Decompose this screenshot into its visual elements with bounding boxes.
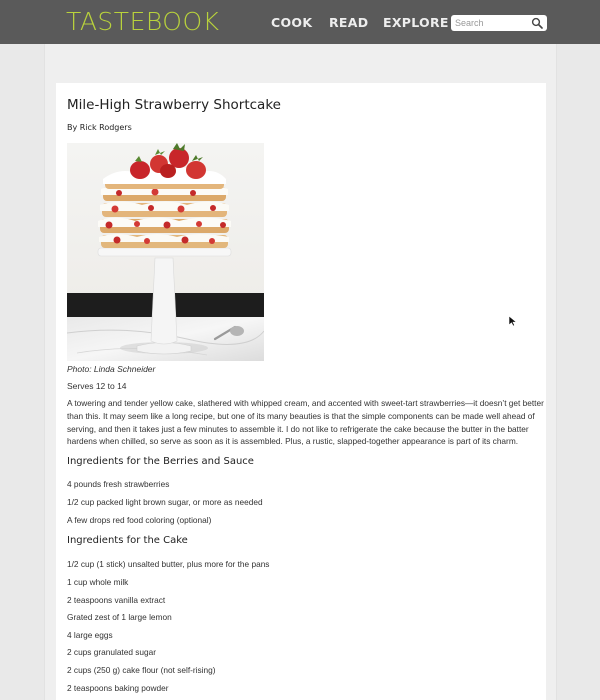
ingredient-item: 1/2 cup packed light brown sugar, or more as needed (67, 497, 263, 507)
ingredient-item: 4 large eggs (67, 630, 113, 640)
mouse-pointer-icon (508, 315, 518, 327)
recipe-description: A towering and tender yellow cake, slathered with whipped cream, and accented with sweet-tart strawberries—it doesn’t get better than this. It may seem like a long recipe, but one of its many beauties is that the simple components can be made well ahead of serving, and then it takes just a few minutes to assemble it. I do not like to refrigerate the cake because the butter in the batter hardens when chilled, so serve as soon as it is assembled. Plus, a rustic, slapped-together appearance is part of its charm. (67, 398, 544, 447)
photo-caption: Photo: Linda Schneider (67, 364, 156, 374)
section-heading-cake: Ingredients for the Cake (67, 535, 188, 546)
ingredient-item: A few drops red food coloring (optional) (67, 515, 212, 525)
ingredient-item: 2 teaspoons vanilla extract (67, 595, 166, 605)
search-box (451, 15, 547, 31)
ingredient-item: 2 cups (250 g) cake flour (not self-rising) (67, 665, 216, 675)
ingredient-item: 1 cup whole milk (67, 577, 129, 587)
recipe-servings: Serves 12 to 14 (67, 381, 127, 391)
ingredient-item: 2 teaspoons baking powder (67, 683, 169, 693)
recipe-author[interactable]: By Rick Rodgers (67, 123, 132, 132)
ingredient-item: 2 cups granulated sugar (67, 647, 157, 657)
top-navigation-bar (0, 0, 600, 44)
strawberry-shortcake-image (67, 143, 264, 361)
section-heading-berries: Ingredients for the Berries and Sauce (67, 456, 254, 467)
search-icon[interactable] (531, 17, 543, 29)
nav-explore[interactable]: EXPLORE (383, 15, 449, 30)
ingredient-item: 1/2 cup (1 stick) unsalted butter, plus more for the pans (67, 559, 270, 569)
search-input[interactable] (455, 16, 527, 30)
recipe-photo (67, 143, 264, 361)
ingredient-item: 4 pounds fresh strawberries (67, 479, 170, 489)
tastebook-logo[interactable]: TASTEBOOK (66, 7, 220, 36)
ingredient-item: Grated zest of 1 large lemon (67, 612, 172, 622)
recipe-title: Mile-High Strawberry Shortcake (67, 97, 281, 113)
nav-cook[interactable]: COOK (271, 15, 313, 30)
nav-read[interactable]: READ (329, 15, 369, 30)
